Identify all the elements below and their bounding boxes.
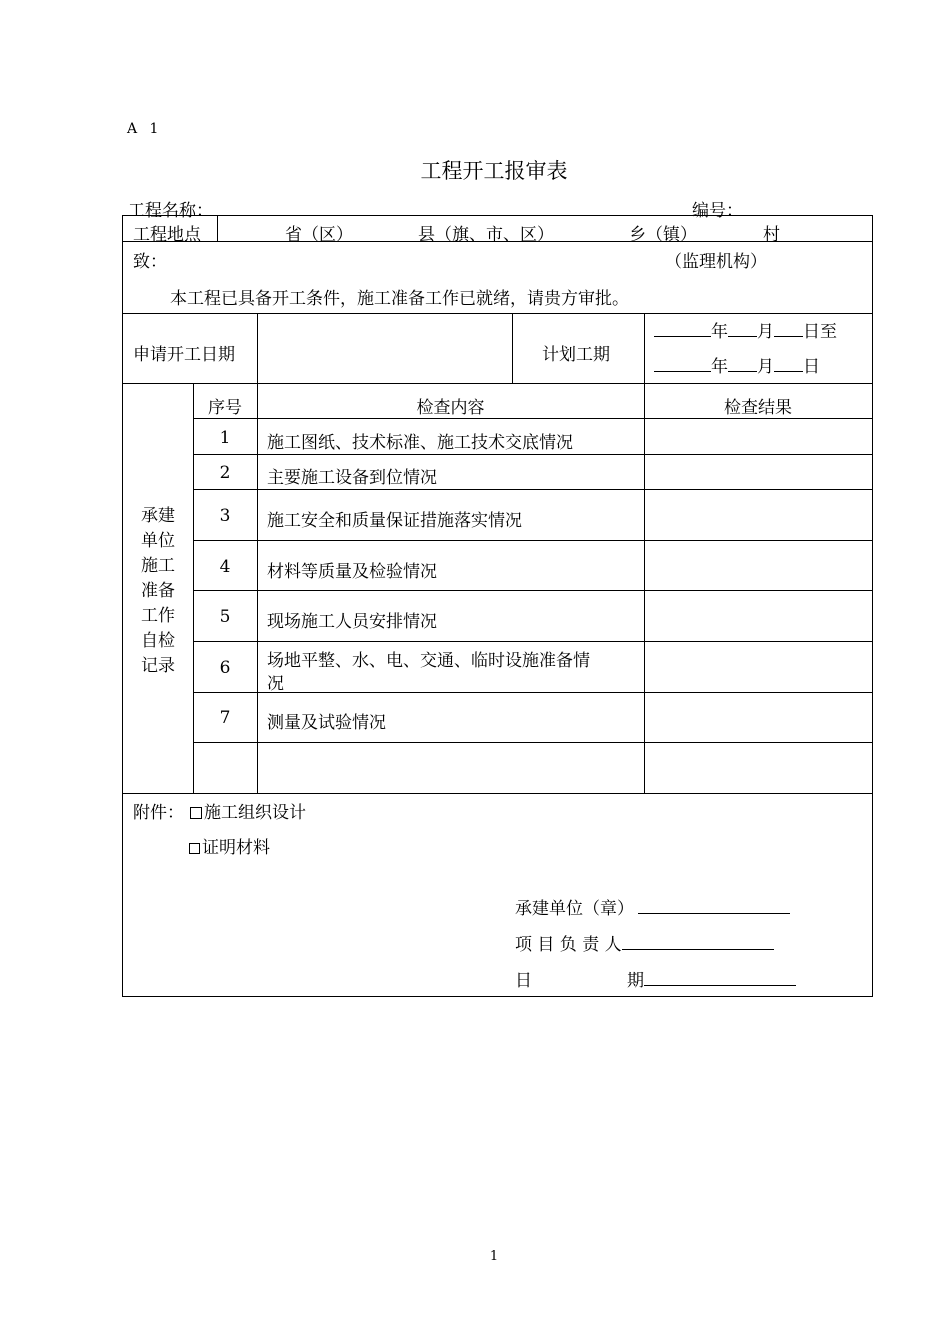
header-result: 检查结果 [724,398,792,418]
rule-location-split [217,216,218,241]
row-no: 6 [219,658,231,678]
period-end-date: 年 月 日 [654,352,820,377]
rule-row-7 [193,742,872,743]
header-no: 序号 [208,398,242,418]
row-no: 7 [219,708,231,728]
signature-unit: 承建单位（章） [515,894,790,919]
supervisor-label: （监理机构） [665,252,767,272]
rule-row-3 [193,540,872,541]
rule-row-4 [193,590,872,591]
row-content: 主要施工设备到位情况 [267,468,437,488]
row-no: 5 [219,607,231,627]
start-date-label: 申请开工日期 [133,345,235,365]
row-content: 现场施工人员安排情况 [267,612,437,632]
request-text: 本工程已具备开工条件，施工准备工作已就绪，请贵方审批。 [170,289,629,309]
row-no: 4 [219,557,231,577]
row-no: 1 [219,428,231,448]
attachment-item: 施工组织设计 [190,798,306,823]
row-content: 测量及试验情况 [267,713,386,733]
signature-date: 日 期 [515,966,796,991]
row-content: 施工安全和质量保证措施落实情况 [267,511,522,531]
attachments-label: 附件： [133,803,184,823]
rule-date-split-1 [257,313,258,383]
rule-header [193,418,872,419]
row-no: 2 [219,463,231,483]
location-township: 乡（镇） [629,225,697,245]
attachment-item: 证明材料 [189,833,270,858]
rule-row-6 [193,692,872,693]
signature-person: 项 目 负 责 人 [515,930,774,955]
location-province: 省（区） [285,225,353,245]
checkbox-icon[interactable] [190,807,202,819]
rule-attachments [123,793,872,794]
number-label: 编号： [692,201,743,221]
page-title: 工程开工报审表 [420,159,568,183]
rule-no-col [257,383,258,793]
header-content: 检查内容 [416,398,485,418]
planned-period-label: 计划工期 [542,345,610,365]
row-content-continued: 况 [267,674,284,694]
rule-dates [123,383,872,384]
period-start-date: 年 月 日至 [654,317,837,342]
rule-date-split-3 [644,313,645,383]
row-content: 材料等质量及检验情况 [267,562,437,582]
rule-content-col [644,383,645,793]
rule-row-2 [193,489,872,490]
rule-row-1 [193,454,872,455]
row-content: 场地平整、水、电、交通、临时设施准备情 [267,651,590,671]
checkbox-icon[interactable] [189,843,200,854]
location-village: 村 [763,225,780,245]
rule-request [123,313,872,314]
row-no: 3 [219,506,231,526]
to-label: 致： [133,252,167,272]
rule-date-split-2 [512,313,513,383]
rule-row-5 [193,641,872,642]
project-name-label: 工程名称： [128,201,213,221]
approval-form [122,215,873,997]
location-label: 工程地点 [133,225,201,245]
row-content: 施工图纸、技术标准、施工技术交底情况 [267,433,573,453]
self-check-side-label: 承建 单位 施工 准备 工作 自检 记录 [141,506,175,676]
form-code: A 1 [127,121,163,137]
location-county: 县（旗、市、区） [418,225,554,245]
page-number: 1 [489,1249,499,1264]
